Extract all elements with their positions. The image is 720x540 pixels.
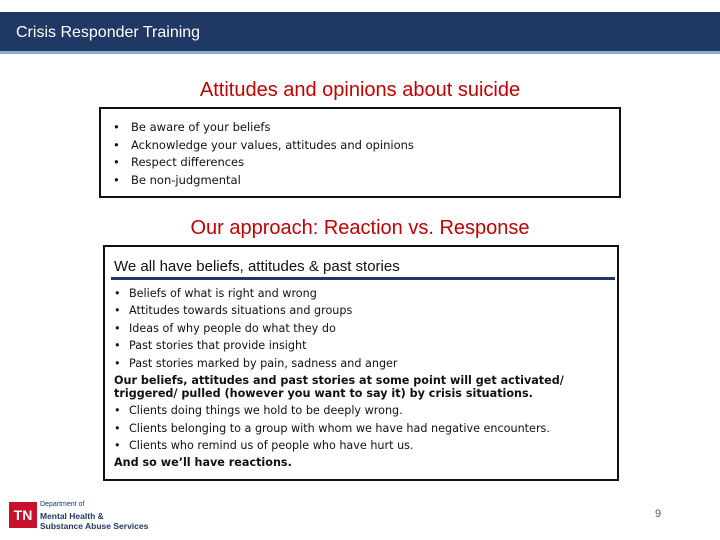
approach-box — [103, 245, 619, 481]
page-number: 9 — [655, 508, 662, 520]
bullet-icon: • — [113, 172, 120, 187]
closing-statement: And so we’ll have reactions. — [114, 456, 292, 470]
bullet-icon: • — [114, 439, 121, 453]
bullet-icon: • — [114, 287, 121, 300]
bullet-icon: • — [113, 120, 120, 134]
list-item: • Beliefs of what is right and wrong — [114, 285, 614, 302]
bullet-icon: • — [114, 321, 121, 335]
bullet-icon: • — [114, 339, 121, 353]
list-item: • Ideas of why people do what they do — [114, 320, 614, 337]
presentation-title: Crisis Responder Training — [16, 24, 201, 41]
section-heading-approach: Our approach: Reaction vs. Response — [190, 217, 530, 239]
list-item: • Clients who remind us of people who have hurt us. — [114, 437, 614, 454]
bullet-icon: • — [114, 356, 121, 370]
list-item: • Acknowledge your values, attitudes and opinions — [113, 137, 414, 155]
list-item: • Be non-judgmental — [113, 172, 414, 190]
attitudes-box — [99, 107, 621, 198]
logo-line-department: Department of — [40, 501, 85, 508]
section-heading-attitudes: Attitudes and opinions about suicide — [199, 79, 521, 101]
approach-subheading: We all have beliefs, attitudes & past stories — [114, 258, 400, 275]
list-item: • Past stories that provide insight — [114, 337, 614, 354]
bullet-icon: • — [114, 421, 121, 435]
bullet-icon: • — [114, 404, 121, 418]
tn-state-icon: TN — [9, 502, 37, 528]
list-item: • Be aware of your beliefs — [113, 119, 414, 137]
bullet-icon: • — [113, 137, 120, 152]
list-item: • Clients doing things we hold to be deeply wrong. — [114, 402, 614, 419]
list-item: • Clients belonging to a group with whom we have had negative encounters. — [114, 420, 614, 437]
subheading-divider — [111, 277, 615, 280]
header-divider — [0, 51, 720, 54]
department-logo — [6, 499, 156, 535]
list-item: • Past stories marked by pain, sadness and anger — [114, 355, 614, 372]
list-item: • Respect differences — [113, 154, 414, 172]
logo-line-substance-abuse: Substance Abuse Services — [40, 521, 149, 531]
logo-line-mental-health: Mental Health & — [40, 511, 104, 521]
logo-department-name — [40, 511, 148, 531]
attitudes-list — [113, 119, 414, 189]
bullet-icon: • — [113, 155, 120, 169]
bold-statement: Our beliefs, attitudes and past stories at some point will get activated/ triggered/ pulled (however you want to say it) by crisis situations. — [114, 374, 564, 400]
bullet-icon: • — [114, 304, 121, 318]
title-bar — [0, 12, 720, 51]
approach-body — [114, 285, 614, 472]
list-item: • Attitudes towards situations and groups — [114, 302, 614, 319]
